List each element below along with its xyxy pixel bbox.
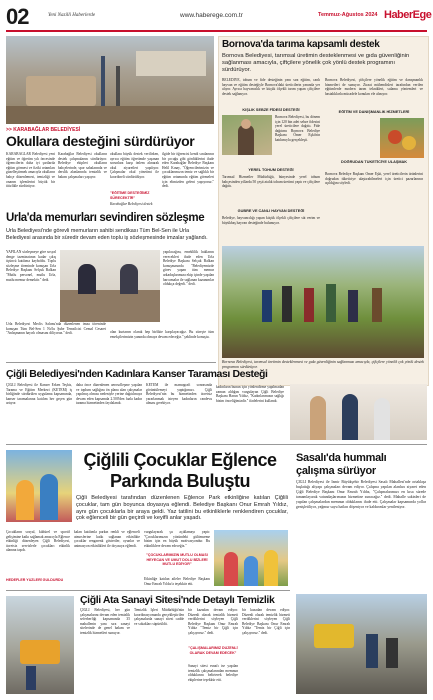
article5-headline-line1: Çiğlili Çocuklar Eğlence <box>83 450 277 470</box>
article7-col2: Temizlik İşleri Müdürlüğü'nün koordinasyonunda gerçekleştirilen çalışmalarda sanayi sitesi cadde ve sokakları süpürüldü. <box>134 608 184 626</box>
divider-3 <box>6 590 290 591</box>
article5-col1: Çocukların sosyal, kültürel ve sportif gelişimine katkı sağlamak amacıyla Eğlence etkinliği düzenleyen Çiğli Belediyesi, ücretsiz servislerle çocukları etkinlik alanına taşıdı. <box>6 530 70 553</box>
article4-col2: daha önce düzenlenen aerosolleşme yapılan ve toplum sağlığını ön plana alan çalışmalar yapılmış olması nedeniyle yerine dağıtılmaya devam eden kapsamda 2.500'den fazla kadın tarama hizmetinden faydalandı. <box>76 383 142 406</box>
article5-subhead: HEDEFLER YÜZLERİ GÜLDÜRDÜ <box>6 578 64 582</box>
article2-subhead-a: KIŞLIK SEBZE FİDESİ DESTEĞİ <box>242 108 300 112</box>
article6-body: ÇİĞLİ Belediyesi ile İzmir Büyükşehir Belediyesi Sasalı Mahallesi'nde ortaklaşa başlattığı altyapı çalışmaları devam ediyor. Çalışma yapılan alanları ziyaret eden Çiğli Belediye Başkanı Onur Emrah Yıldız, "Çalışmalarımızı en kısa sürede tamamlayarak vatandaşlarımızın hizmetine sunacağız." dedi. Mahalle sakinleri de yapılan çalışmalardan memnun olduklarını ifade etti. Çalışmalar kapsamında yollar genişletiliyor, yağmur suyu hatları döşeniyor ve kaldırımlar yenileniyor. <box>296 480 426 509</box>
article6-headline: Sasalı'da hummalı çalışma sürüyor <box>296 452 387 477</box>
article2-col1d: Belediye, hayvancılığı yapan küçük ölçekli çiftçilere süt verim ve büyükbaş hayvan desteğinde bulunuyor. <box>222 216 320 225</box>
article3-headline: Urla'da memurları sevindiren sözleşme <box>6 212 205 224</box>
article2-col2b: Bornova Belediye Başkanı Ömer Eşki, yerel üreticilerin ürünlerini doğrudan tüketiciye ulaştırabilmeleri için üretici pazarlarının açıldığını söyledi. <box>325 172 423 186</box>
article3-col1: YAPILAN sözleşmeye göre sosyal denge tazminatının kadar çıkış üçüncü katılıma kayboldu. Toplu sözleşme töreninde konuşan Urla Belediye Başkanı Selçuk Balkan "Mutlu personel, mutlu Urla, mutlu memur demektir." dedi. <box>6 250 56 282</box>
article2-subhead-b: YEREL TOHUM DESTEĞİ <box>248 168 294 172</box>
sasali-works-photo <box>296 594 427 694</box>
urla-signing-photo <box>60 250 160 322</box>
article1-headline: Okullara desteğini sürdürüyor <box>6 133 195 149</box>
article7-col1: ÇİĞLİ Belediyesi, her gün çalışmalarını devam eden temizlik seferberliği kapsamında 35 mahallenin yanı sıra sanayi sitelerinde de genel bakım ve temizlik hizmetleri sunuyor. <box>80 608 130 635</box>
article3-col3: yapılacağını, emeklilik haklarını verecekleri ifade eden Urla Belediye Başkanı Selçuk Balkan konuşmasında "Belediyemizde görev yapan tüm memur arkadaşlarımıza ekip içinde yapılan harcamalar ile sağlanan kazanımlar oldukça değerli." dedi. <box>163 250 214 287</box>
kids-park-photo <box>6 450 72 522</box>
article5-col4: Etkinliğe katılan aileler Belediye Başkanı Onur Emrah Yıldız'a teşekkür etti. <box>144 577 210 586</box>
produce-photo <box>380 118 424 158</box>
paper-name: Yeni Nazilli Haberlerde <box>48 13 96 18</box>
brand-logo: HaberEge <box>384 9 432 21</box>
article1-col1: KARABAĞLAR Belediyesi yeni eğitim ve öğretim yılı öncesinde öğrencilerin daha iyi şartlarda eğitim görmesi ve fiziki ortamları güzelleştirmek amacıyla okulların bahçe düzenlemesi, temizliği ve onarım işlemlerini büyük bir titizlikle sürdürüyor. <box>6 152 55 189</box>
article7-headline: Çiğli Ata Sanayi Sitesi'nde Detaylı Temizlik <box>80 594 275 606</box>
page-number: 02 <box>6 4 29 29</box>
divider-1 <box>6 362 216 363</box>
article2-headline: Bornova'da tarıma kapsamlı destek <box>222 39 380 50</box>
article2-subhead-e: DOĞRUDAN TÜKETİCİYE ULAŞMAK <box>340 160 408 164</box>
masthead-rule <box>6 30 427 32</box>
article7-col4: Sanayi sitesi esnafı ise yapılan temizlik çalışmalarından memnun olduklarını belirterek belediye ekiplerine teşekkür etti. <box>188 664 238 682</box>
article2-subhead-d: EĞİTİM VE DANIŞMANLIK HİZMETLERİ <box>338 110 410 114</box>
bornova-field-photo <box>222 246 424 358</box>
article2-col1: BELEDİYE, tohum ve fide desteğinin yanı sıra eğitim, canlı hayvan ve eğitim desteğiyle Bornova'daki üreticilerin yanında yer alıyor. Ayrıca hayvancılık ve küçük ölçekli tarım yapan çiftçilere destek sağlanıyor. <box>222 78 320 96</box>
article4-col4: kadınların bunun için yönlendirme yapılmadan zaman aldığını vurgulayan Çiğli Belediye Başkanı Harun Yıldız, "Kadınlarımızın sağlığı bizim önceliğimizdir." ifadelerini kullandı. <box>216 385 284 403</box>
article3-col4: olan kurtarım olarak hep birlikte karşılayacağız. Bu süreçte tüm emekçilerimizin yanında olmaya devam edeceğiz." şeklinde konuştu. <box>110 330 214 339</box>
article4-headline: Çiğli Belediyesi'nden Kadınlara Kanser Taraması Desteği <box>6 368 268 380</box>
article1-caption: Karabağlar Belediyesi destek <box>110 202 153 206</box>
article5-col2: kalan katılımla parkın renkli ve eğlenceli atmosferine katkı sağlanan etkinlikte çocuklar rengarenk gösteriler, oyunlar ve animasyon etkinlikleri ile doyasıya eğlendi. <box>74 530 140 548</box>
article5-subhead2: "ÇOCUKLARIMIZIN MUTLU OLMASI HEYECAN VE UMUT DOLU BİZLERİ MUTLU EDİYOR" <box>146 553 208 567</box>
article4-col3: KETEM ile mamografi sonrasında görüntülemeyi yaptığımızı. Çiğli Belediyesi'nin bu hizmetinden ücretsiz yararlanmak isteyen kadınların randevu alması gerekiyor. <box>146 383 212 406</box>
farmer-photo <box>222 115 272 155</box>
sanayi-photo <box>6 596 74 694</box>
article7-col5: bir kazadan devam ediyor. Düzenli olarak temizlik hizmeti verdiklerini söyleyen Çiğli Belediye Başkanı Onur Emrah Yıldız "Temiz bir Çiğli için çalışıyoruz." dedi. <box>242 608 290 635</box>
article2-col1b: Bornova Belediyesi, bu dönem için 120 bin adet sebze fidesini yerel üreticilere dağıttı. Fide dağıtımı Bornova Belediye Başkanı Ömer Eşki'nin katılımıyla gerçekleşti. <box>275 115 320 142</box>
article1-col4: ilgide bir öğrencisi kendi sıralarının bir çocuğu gibi gördüklerini ifade eden Karabağlar Belediye Başkanı Helil Kınay, "Öğrencilerimizin ve çocuklarımızın temiz ve sağlıklı bir eğitim ortamında eğitim görmeleri için elimizden geleni yapıyoruz." dedi. <box>162 152 214 189</box>
article7-subhead: "ÇALIŞMALARIMIZ DÜZENLİ OLARAK DEVAM EDECEK" <box>188 646 238 655</box>
divider-2 <box>6 444 427 445</box>
article4-col1: ÇİĞLİ Belediyesi ile Kanser Erken Teşhis, Tarama ve Eğitim Merkezi (KETEM) iş birliğinde sürdürülen uygulama kapsamında, kanser taramalarına katılım her geçen gün artıyor. <box>6 383 72 406</box>
school-photo <box>6 36 214 124</box>
ketem-photo <box>290 384 427 440</box>
article2-lead: Bornova Belediyesi, tarımsal üretimin desteklenmesi ve gıda güvenliğinin sağlanması amacıyla, çiftçilere yönelik çok yönlü destek programını sürdürüyor. <box>222 53 410 73</box>
article3-col2: Urla Belediyesi Meclis Salonu'nda düzenlenen imza töreninde konuşan Tüm Bel-Sen 1 No'lu Şube Temsilcisi Cemal Cesaret "Anlaşmanın hayırlı olmasını diliyoruz." dedi. <box>6 322 106 336</box>
article5-lead: Çiğli Belediyesi tarafından düzenlenen Eğlence Park etkinliğine katılan Çiğlili çocuklar, tam gün boyunca doyasıya eğlendi. Belediye Başkanı Onur Emrah Yıldız, aynı gün çocuklarla bir araya geldi. Yaz tatilini bu etkinliklerle renklendiren çocuklar, çok eğlenceli bir gün geçirdi ve keyifli anlar yaşadı. <box>76 495 288 522</box>
article5-col3: vurgulayarak şu açıklamayı yaptı: "Çocuklarımızın yüzündeki gülümseme bizim için en büyük motivasyondur. Bu etkinliklere devam edeceğiz." <box>144 530 210 548</box>
article1-col2: Karabağlar Belediyesi okulların destek çalışmalarını sürdürüyor. Belediye ekipleri okulların bahçelerinde, spor sahalarında ve derslik alanlarında temizlik ve bakım çalışmaları yapıyor. <box>58 152 107 179</box>
article2-col2: Bornova Belediyesi, çiftçilere yönelik eğitim ve danışmanlık hizmetleri de sunuyor. Ziraat mühendisleri tarafından verilen eğitimlerde modern tarım teknikleri, sulama yöntemleri ve hastalıklarla mücadele konuları ele alınıyor. <box>325 78 423 96</box>
article1-col3: okullara büyük destek verilirken, ayrıca eğitim öğretimde yaşanan sorunlara karşı önlem alınarak okul ziyaretleri yapılıyor. Çalışmalar okul yönetimi ile koordineli sürdürülüyor. <box>110 152 159 179</box>
article1-subhead: "EĞİTİME DESTEĞİMİZ SÜRECEKTİR" <box>110 191 150 200</box>
article5-headline-line2: Parkında Buluştu <box>109 471 251 491</box>
article2-subhead-c: GÜBRE VE CANLI HAYVAN DESTEĞİ <box>237 209 305 213</box>
article2-col1c: Tarımsal Hizmetler Müdürlüğü, bünyesinde yerel tohum bahçesinden yıllarda 50 çeşit atalık tohum üretimi yaptı ve çiftçilere dağıttı. <box>222 175 320 189</box>
article7-col3: bir kazadan devam ediyor. Düzenli olarak temizlik hizmeti verdiklerini söyleyen Çiğli Belediye Başkanı Onur Emrah Yıldız "Temiz bir Çiğli için çalışıyoruz." dedi. <box>188 608 238 635</box>
article1-kicker: >> KARABAĞLAR BELEDİYESİ <box>6 127 81 133</box>
issue-date: Temmuz-Ağustos 2024 <box>318 12 378 18</box>
kids-games-photo <box>214 530 288 586</box>
article3-lead: Urla Belediyesi'nde görevli memurların sahibi sendikası Tüm Bel-Sen ile Urla Belediyesi arasında bir süredir devam eden toplu iş sözleşmesinde imzalar yağlandı. <box>6 228 208 241</box>
website-url[interactable]: www.haberege.com.tr <box>180 12 243 19</box>
article2-caption: Bornova Belediyesi, tarımsal üretimin desteklenmesi ve gıda güvenliğinin sağlanması amacıyla, çiftçilere yönelik çok yönlü destek programını sürdürüyor. <box>222 360 424 369</box>
masthead <box>0 0 433 32</box>
